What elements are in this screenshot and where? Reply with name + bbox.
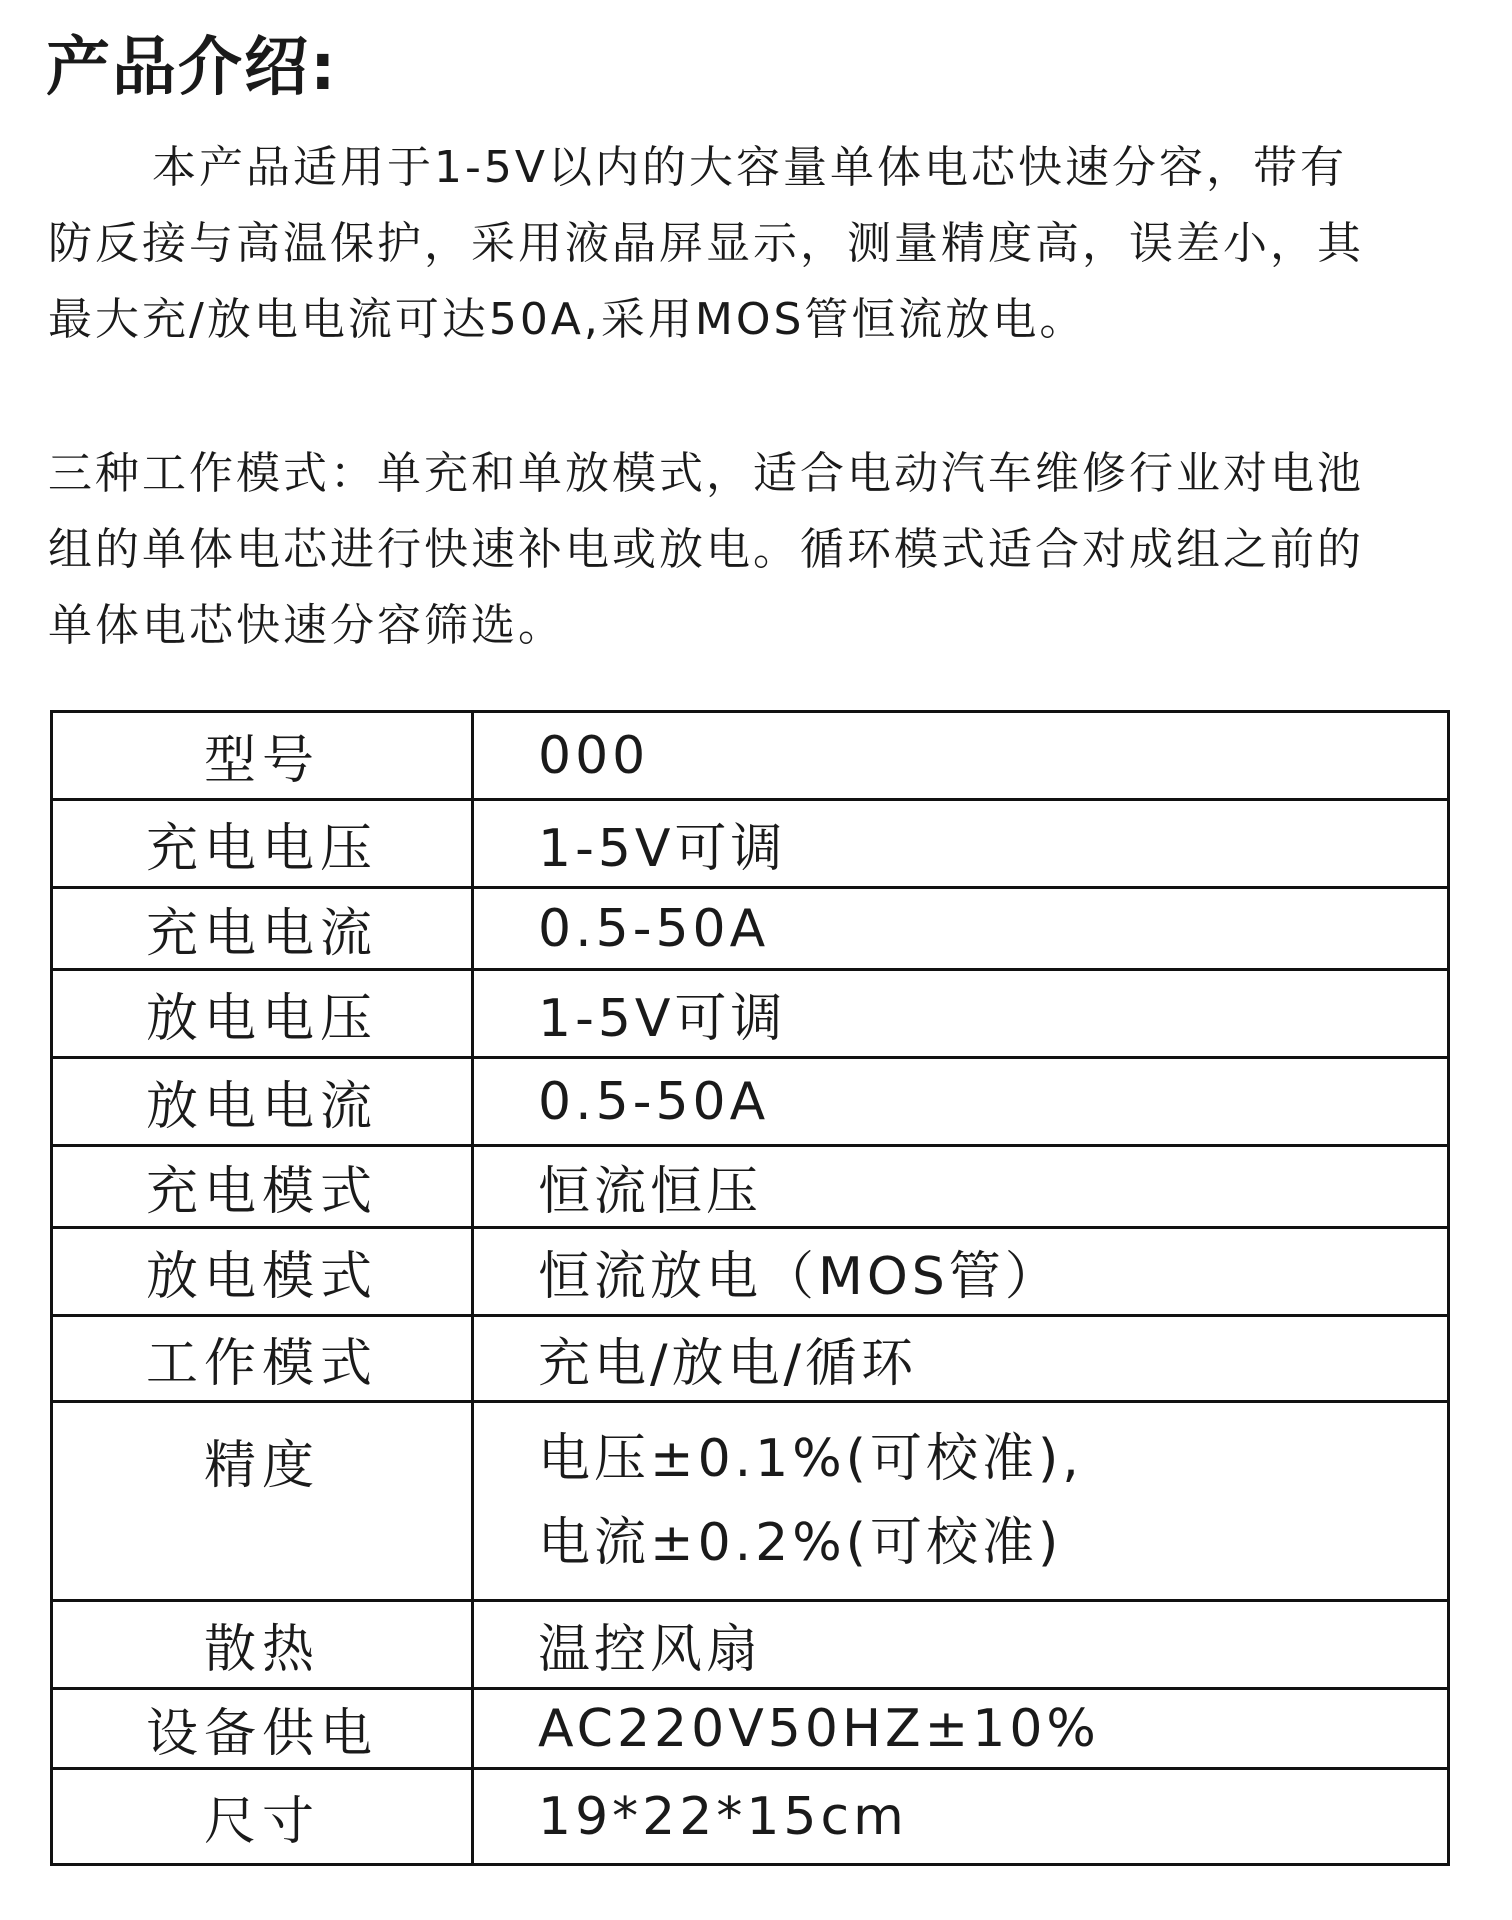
section-title: 产品介绍: [46,31,338,105]
table-row [52,888,1449,970]
spec-value: 温控风扇 [473,1601,1449,1689]
table-row [52,712,1449,800]
table-row [52,1146,1449,1228]
modes-line: 单体电芯快速分容筛选。 [48,600,565,651]
spec-label: 放电电流 [52,1058,473,1146]
spec-label: 精度 [52,1402,473,1601]
table-row [52,1769,1449,1865]
table-row [52,800,1449,888]
spec-label: 工作模式 [52,1316,473,1402]
table-row [52,1316,1449,1402]
spec-value: 1-5V可调 [473,970,1449,1058]
spec-label: 散热 [52,1601,473,1689]
table-row [52,1689,1449,1769]
spec-value: 0.5-50A [473,888,1449,970]
spec-label: 型号 [52,712,473,800]
table-row [52,1058,1449,1146]
intro-paragraph [48,130,1448,358]
spec-value: 0.5-50A [473,1058,1449,1146]
modes-paragraph [48,436,1448,664]
spec-value: AC220V50HZ±10% [473,1689,1449,1769]
spec-label: 放电模式 [52,1228,473,1316]
intro-line: 防反接与高温保护，采用液晶屏显示，测量精度高，误差小，其 [48,218,1364,269]
table-row [52,1601,1449,1689]
spec-value: 恒流放电（MOS管） [473,1228,1449,1316]
intro-line: 最大充/放电电流可达50A,采用MOS管恒流放电。 [48,294,1087,345]
spec-value: 1-5V可调 [473,800,1449,888]
spec-value-line: 电压±0.1%(可校准), [538,1429,1083,1489]
spec-value: 充电/放电/循环 [473,1316,1449,1402]
intro-line: 本产品适用于1-5V以内的大容量单体电芯快速分容，带有 [152,142,1347,193]
spec-value: 19*22*15cm [473,1769,1449,1865]
spec-label: 尺寸 [52,1769,473,1865]
spec-value: 000 [473,712,1449,800]
modes-line: 组的单体电芯进行快速补电或放电。循环模式适合对成组之前的 [48,524,1364,575]
spec-label: 充电电流 [52,888,473,970]
spec-value-line: 电流±0.2%(可校准) [538,1513,1063,1573]
table-row [52,970,1449,1058]
spec-table [50,710,1450,1866]
spec-label: 充电模式 [52,1146,473,1228]
spec-value [473,1402,1449,1601]
table-row [52,1402,1449,1601]
modes-line: 三种工作模式：单充和单放模式，适合电动汽车维修行业对电池 [48,448,1364,499]
spec-label: 放电电压 [52,970,473,1058]
spec-label: 充电电压 [52,800,473,888]
spec-label: 设备供电 [52,1689,473,1769]
spec-value: 恒流恒压 [473,1146,1449,1228]
table-row [52,1228,1449,1316]
